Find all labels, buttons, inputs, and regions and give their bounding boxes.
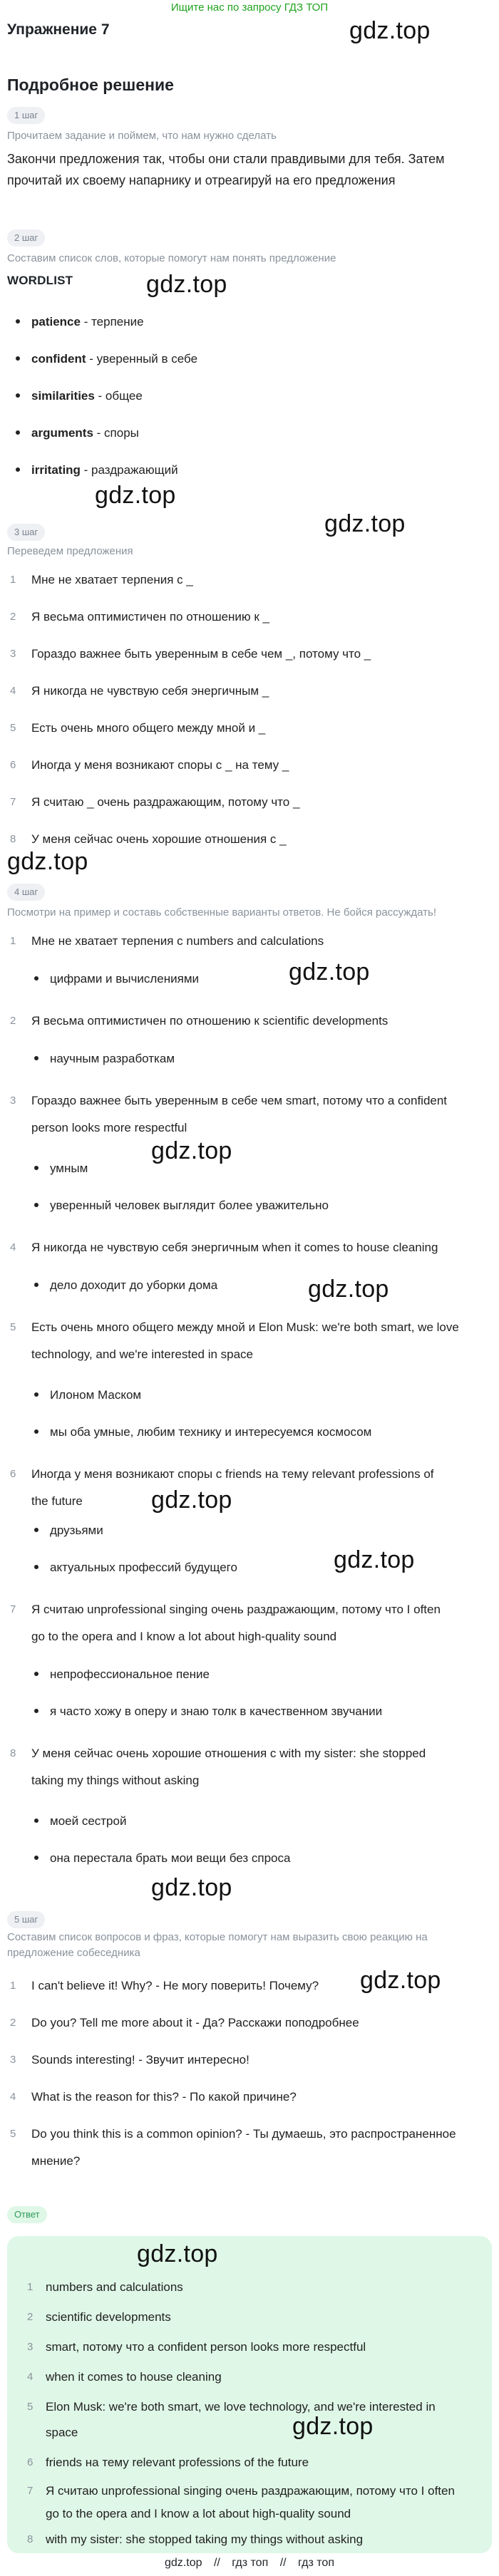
- answer-item: 8with my sister: she stopped taking my things without asking: [27, 2533, 364, 2546]
- answer-item: 5 Elon Musk: we're both smart, we love technology, and we're interested in space: [27, 2400, 436, 2439]
- watermark: gdz.top: [360, 1967, 441, 1994]
- translation-item: 4 Я никогда не чувствую себя энергичным _: [10, 684, 269, 698]
- phrase-item: 4 What is the reason for this? - По какой причине?: [10, 2090, 297, 2104]
- step-badge: 5 шаг: [7, 1911, 45, 1928]
- task-text: Закончи предложения так, чтобы они стали правдивыми для тебя. Затем прочитай их своему напарнику и отреагируй на его предложения: [7, 152, 445, 187]
- bullet-dot: [34, 976, 38, 981]
- footer-link[interactable]: гдз топ: [232, 2557, 269, 2569]
- example-translation: я часто хожу в оперу и знаю толк в качественном звучании: [34, 1703, 382, 1720]
- bullet-dot: [16, 356, 20, 361]
- footer: [0, 2557, 499, 2570]
- bullet-dot: [16, 430, 20, 435]
- watermark: gdz.top: [7, 848, 88, 875]
- watermark: gdz.top: [289, 958, 370, 986]
- translation-item: 3 Гораздо важнее быть уверенным в себе чем _, потому что _: [10, 647, 371, 661]
- wordlist-item: irritating - раздражающий: [16, 462, 178, 479]
- translation-item: 5 Есть очень много общего между мной и _: [10, 721, 266, 735]
- example-item: 5 Есть очень много общего между мной и Elon Musk: we're both smart, we love technology, and we're interested in space: [10, 1320, 459, 1361]
- example-translation: моей сестрой: [34, 1813, 126, 1830]
- watermark: gdz.top: [95, 482, 176, 509]
- bullet-dot: [34, 1056, 38, 1060]
- bullet-dot: [34, 1672, 38, 1676]
- watermark: gdz.top: [137, 2240, 218, 2267]
- footer-separator: //: [279, 2557, 287, 2569]
- watermark: gdz.top: [308, 1276, 389, 1303]
- translation-item: 7 Я считаю _ очень раздражающим, потому что _: [10, 795, 300, 809]
- example-item: 2 Я весьма оптимистичен по отношению к scientific developments: [10, 1014, 389, 1028]
- bullet-dot: [34, 1819, 38, 1823]
- bullet-dot: [34, 1283, 38, 1287]
- phrase-item: 5 Do you think this is a common opinion? - Ты думаешь, это распространенное мнение?: [10, 2127, 456, 2168]
- example-translation: актуальных профессий будущего: [34, 1559, 237, 1576]
- example-translation: друзьями: [34, 1522, 103, 1539]
- exercise-title: Упражнение 7: [7, 21, 110, 38]
- example-translation: Илоном Маском: [34, 1387, 141, 1404]
- answer-item: 4 when it comes to house cleaning: [27, 2370, 222, 2384]
- wordlist-item: patience - терпение: [16, 314, 144, 331]
- bullet-dot: [16, 467, 20, 472]
- answer-badge: Ответ: [7, 2206, 47, 2223]
- example-translation: научным разработкам: [34, 1050, 175, 1067]
- example-item: 7 Я считаю unprofessional singing очень раздражающим, потому что I often go to the opera and I know a lot about high-quality sound: [10, 1603, 441, 1643]
- watermark: gdz.top: [146, 271, 227, 298]
- watermark: gdz.top: [292, 2413, 374, 2440]
- step-badge: 4 шаг: [7, 884, 45, 901]
- answer-item: 1 numbers and calculations: [27, 2280, 183, 2294]
- step-badge: 2 шаг: [7, 229, 45, 247]
- translation-item: 8 У меня сейчас очень хорошие отношения с _: [10, 832, 287, 846]
- bullet-dot: [34, 1528, 38, 1532]
- step-description: Переведем предложения: [7, 545, 133, 557]
- example-item: 1 Мне не хватает терпения с numbers and calculations: [10, 934, 324, 948]
- wordlist-item: similarities - общее: [16, 388, 143, 405]
- answer-item: 7 Я считаю unprofessional singing очень раздражающим, потому что I often go to the opera and I know a lot about high-quality sound: [27, 2484, 455, 2520]
- footer-link[interactable]: gdz.top: [165, 2557, 202, 2569]
- answer-item: 3smart, потому что a confident person looks more respectful: [27, 2340, 366, 2354]
- bullet-dot: [34, 1709, 38, 1713]
- answer-item: 2 scientific developments: [27, 2310, 171, 2324]
- step-badge: 1 шаг: [7, 107, 45, 124]
- bullet-dot: [16, 319, 20, 324]
- step-badge: 3 шаг: [7, 524, 45, 541]
- top-banner[interactable]: Ищите нас по запросу ГДЗ ТОП: [170, 1, 329, 14]
- phrase-item: 1 I can't believe it! Why? - Не могу поверить! Почему?: [10, 1979, 319, 1992]
- bullet-dot: [34, 1565, 38, 1569]
- step-description: Посмотри на пример и составь собственные варианты ответов. Не бойся рассуждать!: [7, 906, 436, 919]
- watermark: gdz.top: [324, 510, 406, 537]
- bullet-dot: [34, 1166, 38, 1170]
- step-description: Прочитаем задание и поймем, что нам нужно сделать: [7, 130, 277, 142]
- step-description: Составим список вопросов и фраз, которые помогут нам выразить свою реакцию на предложение собеседника: [7, 1931, 428, 1959]
- wordlist-item: arguments - споры: [16, 425, 139, 442]
- example-item: 3 Гораздо важнее быть уверенным в себе чем smart, потому что a confident person looks more respectful: [10, 1094, 448, 1134]
- translation-item: 6 Иногда у меня возникают споры с _ на тему _: [10, 758, 289, 772]
- example-translation: умным: [34, 1160, 88, 1177]
- example-translation: уверенный человек выглядит более уважительно: [34, 1197, 329, 1214]
- watermark: gdz.top: [334, 1546, 415, 1573]
- example-item: 4 Я никогда не чувствую себя энергичным when it comes to house cleaning: [10, 1241, 438, 1254]
- footer-separator: //: [213, 2557, 220, 2569]
- phrase-item: 2 Do you? Tell me more about it - Да? Расскажи поподробнее: [10, 2016, 359, 2029]
- bullet-dot: [34, 1203, 38, 1207]
- translation-item: 2 Я весьма оптимистичен по отношению к _: [10, 610, 270, 624]
- translation-item: 1 Мне не хватает терпения с _: [10, 573, 193, 586]
- footer-link[interactable]: гдз топ: [298, 2557, 334, 2569]
- wordlist-title: WORDLIST: [7, 274, 73, 287]
- step-description: Составим список слов, которые помогут нам понять предложение: [7, 252, 336, 264]
- wordlist-item: confident - уверенный в себе: [16, 351, 197, 368]
- bullet-dot: [34, 1856, 38, 1860]
- watermark: gdz.top: [151, 1874, 232, 1901]
- bullet-dot: [34, 1429, 38, 1434]
- bullet-dot: [16, 393, 20, 398]
- example-item: 8 У меня сейчас очень хорошие отношения с with my sister: she stopped taking my things without asking: [10, 1747, 426, 1787]
- solution-title: Подробное решение: [7, 76, 174, 94]
- example-translation: дело доходит до уборки дома: [34, 1277, 217, 1294]
- example-translation: она перестала брать мои вещи без спроса: [34, 1850, 290, 1867]
- example-translation: мы оба умные, любим технику и интересуемся космосом: [34, 1424, 371, 1441]
- watermark: gdz.top: [151, 1486, 232, 1514]
- phrase-item: 3 Sounds interesting! - Звучит интересно!: [10, 2053, 250, 2067]
- watermark: gdz.top: [151, 1137, 232, 1164]
- watermark: gdz.top: [349, 17, 431, 44]
- answer-item: 6 friends на тему relevant professions of the future: [27, 2456, 309, 2469]
- example-translation: цифрами и вычислениями: [34, 971, 199, 988]
- example-translation: непрофессиональное пение: [34, 1666, 210, 1683]
- bullet-dot: [34, 1392, 38, 1397]
- example-item: 6 Иногда у меня возникают споры с friends на тему relevant professions of the future: [10, 1467, 434, 1508]
